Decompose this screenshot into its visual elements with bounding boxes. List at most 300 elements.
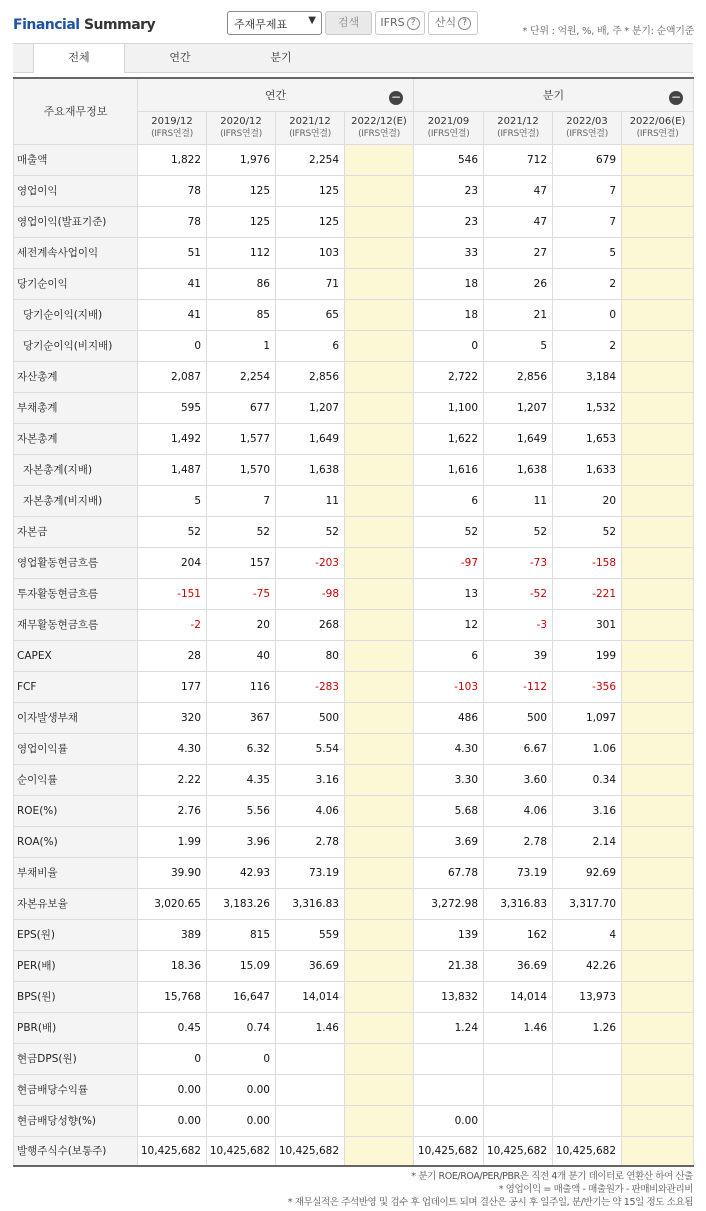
table-row <box>14 764 694 795</box>
table-cell: 10,425,682 <box>414 1136 484 1166</box>
table-cell: -52 <box>484 578 553 609</box>
table-row <box>14 919 694 950</box>
column-header <box>622 111 694 144</box>
table-row <box>14 454 694 485</box>
table-cell: 28 <box>138 640 207 671</box>
table-cell <box>622 268 694 299</box>
table-cell <box>622 857 694 888</box>
column-basis: (IFRS연결) <box>289 128 331 139</box>
table-cell: 112 <box>207 237 276 268</box>
table-cell: 78 <box>138 175 207 206</box>
table-cell: 2,722 <box>414 361 484 392</box>
period-tabs <box>13 43 693 73</box>
collapse-quarter-icon[interactable]: − <box>671 90 682 104</box>
table-cell: 0 <box>138 330 207 361</box>
table-cell: 268 <box>276 609 345 640</box>
annual-group-header <box>138 78 414 111</box>
table-cell <box>345 1105 414 1136</box>
table-cell: 125 <box>207 175 276 206</box>
table-cell: 1.24 <box>414 1012 484 1043</box>
table-cell: 52 <box>484 516 553 547</box>
table-row <box>14 1074 694 1105</box>
table-cell <box>622 1012 694 1043</box>
table-cell: 1,487 <box>138 454 207 485</box>
table-cell: 4.30 <box>414 733 484 764</box>
row-label: ROA(%) <box>14 826 138 857</box>
table-cell: 595 <box>138 392 207 423</box>
table-cell: 1,976 <box>207 144 276 175</box>
table-cell <box>622 237 694 268</box>
table-cell <box>345 547 414 578</box>
table-row <box>14 795 694 826</box>
column-basis: (IFRS연결) <box>566 128 608 139</box>
table-cell: 1,207 <box>484 392 553 423</box>
column-header <box>414 111 484 144</box>
table-cell: 15.09 <box>207 950 276 981</box>
table-cell <box>553 1043 622 1074</box>
column-period: 2020/12 <box>220 115 262 127</box>
table-row <box>14 1043 694 1074</box>
table-cell: -283 <box>276 671 345 702</box>
table-cell <box>622 485 694 516</box>
table-cell: 13 <box>414 578 484 609</box>
table-cell <box>622 795 694 826</box>
table-cell: 85 <box>207 299 276 330</box>
table-cell: 5.54 <box>276 733 345 764</box>
annual-group-label: 연간 <box>264 88 287 102</box>
table-cell: 13,832 <box>414 981 484 1012</box>
table-cell: 5.68 <box>414 795 484 826</box>
table-cell <box>622 888 694 919</box>
table-row <box>14 330 694 361</box>
table-cell: 11 <box>484 485 553 516</box>
column-period: 2021/12 <box>289 115 331 127</box>
table-cell: 10,425,682 <box>138 1136 207 1166</box>
table-cell: 1,822 <box>138 144 207 175</box>
table-cell: 51 <box>138 237 207 268</box>
table-cell: 204 <box>138 547 207 578</box>
table-cell: 36.69 <box>484 950 553 981</box>
table-cell: 139 <box>414 919 484 950</box>
table-cell: 3.69 <box>414 826 484 857</box>
table-cell: 1,616 <box>414 454 484 485</box>
column-header <box>276 111 345 144</box>
table-cell <box>622 764 694 795</box>
table-cell: 3.60 <box>484 764 553 795</box>
table-row <box>14 826 694 857</box>
tab-annual[interactable]: 연간 <box>169 51 191 64</box>
row-label: BPS(원) <box>14 981 138 1012</box>
table-cell: 1.99 <box>138 826 207 857</box>
table-cell <box>622 578 694 609</box>
table-cell: 4 <box>553 919 622 950</box>
table-cell: 1,633 <box>553 454 622 485</box>
table-cell: 52 <box>207 516 276 547</box>
tab-quarterly[interactable]: 분기 <box>270 51 292 64</box>
collapse-annual-icon[interactable]: − <box>390 90 402 104</box>
table-cell <box>622 144 694 175</box>
top-bar <box>0 0 706 44</box>
financial-summary-table <box>13 77 694 1167</box>
table-cell <box>622 1105 694 1136</box>
table-cell <box>345 764 414 795</box>
table-cell <box>345 857 414 888</box>
row-label: 자본총계(지배) <box>14 454 138 485</box>
quarter-group-label: 분기 <box>542 88 565 102</box>
column-basis: (IFRS연결) <box>497 128 539 139</box>
row-label: 자본유보율 <box>14 888 138 919</box>
table-cell <box>553 1105 622 1136</box>
table-cell: 18 <box>414 268 484 299</box>
table-cell: 11 <box>276 485 345 516</box>
table-cell: 677 <box>207 392 276 423</box>
table-cell: 2,087 <box>138 361 207 392</box>
table-cell: 23 <box>414 175 484 206</box>
table-cell: 1,638 <box>276 454 345 485</box>
table-cell: 73.19 <box>276 857 345 888</box>
table-cell: 1,649 <box>276 423 345 454</box>
table-cell: 0 <box>414 330 484 361</box>
table-cell: 65 <box>276 299 345 330</box>
row-label: 순이익률 <box>14 764 138 795</box>
table-cell: 52 <box>414 516 484 547</box>
row-label: FCF <box>14 671 138 702</box>
tab-all[interactable]: 전체 <box>33 44 125 73</box>
table-cell: 6 <box>414 485 484 516</box>
table-cell: 14,014 <box>484 981 553 1012</box>
table-cell: 10,425,682 <box>207 1136 276 1166</box>
row-label: PBR(배) <box>14 1012 138 1043</box>
table-cell: 2,856 <box>484 361 553 392</box>
table-cell: 3,183.26 <box>207 888 276 919</box>
table-cell: 3,184 <box>553 361 622 392</box>
column-basis: (IFRS연결) <box>358 128 400 139</box>
title-part2: Summary <box>79 17 156 33</box>
table-cell <box>622 547 694 578</box>
column-header <box>553 111 622 144</box>
table-cell: 1.06 <box>553 733 622 764</box>
table-row <box>14 702 694 733</box>
table-cell <box>484 1043 553 1074</box>
row-label: EPS(원) <box>14 919 138 950</box>
table-cell: 2,254 <box>276 144 345 175</box>
table-cell: 2.14 <box>553 826 622 857</box>
table-cell <box>345 702 414 733</box>
table-cell: 320 <box>138 702 207 733</box>
row-label: 세전계속사업이익 <box>14 237 138 268</box>
table-cell <box>414 1043 484 1074</box>
table-row <box>14 206 694 237</box>
table-cell: 0.00 <box>138 1074 207 1105</box>
table-cell <box>345 1136 414 1166</box>
table-cell: 18 <box>414 299 484 330</box>
table-cell: -97 <box>414 547 484 578</box>
table-cell: 0 <box>138 1043 207 1074</box>
table-cell: 0 <box>553 299 622 330</box>
row-label: 자본총계(비지배) <box>14 485 138 516</box>
table-row <box>14 578 694 609</box>
table-cell: 3.30 <box>414 764 484 795</box>
table-cell <box>345 175 414 206</box>
row-label: 현금DPS(원) <box>14 1043 138 1074</box>
column-period: 2021/09 <box>427 115 470 127</box>
table-cell: -98 <box>276 578 345 609</box>
column-basis: (IFRS연결) <box>220 128 262 139</box>
table-cell: -73 <box>484 547 553 578</box>
table-row <box>14 640 694 671</box>
column-header <box>138 111 207 144</box>
table-cell: 21 <box>484 299 553 330</box>
statement-select-value: 주재무제표 <box>234 18 288 31</box>
table-cell <box>484 1074 553 1105</box>
table-cell: 52 <box>553 516 622 547</box>
table-cell <box>622 671 694 702</box>
column-period: 2021/12 <box>497 115 539 127</box>
table-cell: -3 <box>484 609 553 640</box>
title-part1: Financial <box>13 17 80 33</box>
table-cell: 0.74 <box>207 1012 276 1043</box>
table-cell: 1,207 <box>276 392 345 423</box>
table-cell: 1,653 <box>553 423 622 454</box>
row-label: 발행주식수(보통주) <box>14 1136 138 1166</box>
column-header <box>207 111 276 144</box>
table-cell: -203 <box>276 547 345 578</box>
table-cell: -151 <box>138 578 207 609</box>
table-cell: 2.22 <box>138 764 207 795</box>
quarter-group-header <box>414 78 694 111</box>
table-row <box>14 423 694 454</box>
column-period: 2019/12 <box>151 115 193 127</box>
table-cell: -112 <box>484 671 553 702</box>
row-label: 영업이익 <box>14 175 138 206</box>
table-cell <box>622 299 694 330</box>
table-cell: 500 <box>276 702 345 733</box>
formula-label: 산식 <box>434 16 457 29</box>
table-cell: 0.45 <box>138 1012 207 1043</box>
page-title <box>13 17 155 33</box>
table-cell: 20 <box>207 609 276 640</box>
table-cell <box>414 1074 484 1105</box>
table-cell: 10,425,682 <box>484 1136 553 1166</box>
table-cell: 3,316.83 <box>484 888 553 919</box>
table-cell <box>622 423 694 454</box>
statement-select[interactable] <box>227 11 322 35</box>
table-cell <box>345 1012 414 1043</box>
table-cell <box>345 237 414 268</box>
table-cell: 712 <box>484 144 553 175</box>
table-cell: 157 <box>207 547 276 578</box>
table-cell <box>622 1136 694 1166</box>
table-cell: 116 <box>207 671 276 702</box>
table-cell: 39 <box>484 640 553 671</box>
table-cell <box>345 733 414 764</box>
table-cell: -103 <box>414 671 484 702</box>
table-row <box>14 485 694 516</box>
row-label: 영업이익(발표기준) <box>14 206 138 237</box>
table-cell: 2,856 <box>276 361 345 392</box>
table-cell: 10,425,682 <box>276 1136 345 1166</box>
table-cell: 5.56 <box>207 795 276 826</box>
table-cell: 3.16 <box>276 764 345 795</box>
row-label: 부채총계 <box>14 392 138 423</box>
table-cell <box>622 640 694 671</box>
table-cell: 2 <box>553 268 622 299</box>
row-label: 이자발생부채 <box>14 702 138 733</box>
table-cell: 1.46 <box>484 1012 553 1043</box>
table-row <box>14 392 694 423</box>
table-cell: 42.26 <box>553 950 622 981</box>
table-cell: 486 <box>414 702 484 733</box>
table-cell: 23 <box>414 206 484 237</box>
table-cell <box>345 981 414 1012</box>
table-cell <box>345 826 414 857</box>
table-cell <box>345 361 414 392</box>
table-cell: 0.00 <box>207 1105 276 1136</box>
table-cell: 4.35 <box>207 764 276 795</box>
ifrs-help-button[interactable] <box>375 11 425 35</box>
table-cell: 39.90 <box>138 857 207 888</box>
table-cell: -158 <box>553 547 622 578</box>
unit-note: * 단위 : 억원, %, 배, 주 * 분기: 순액기준 <box>522 26 694 37</box>
table-cell: 103 <box>276 237 345 268</box>
table-cell: 3.96 <box>207 826 276 857</box>
table-row <box>14 175 694 206</box>
table-cell: 6.67 <box>484 733 553 764</box>
footnote-line: * 분기 ROE/ROA/PER/PBR은 직전 4개 분기 데이터로 연환산 하여 산출 <box>411 1171 693 1182</box>
table-cell <box>345 609 414 640</box>
table-cell: 125 <box>207 206 276 237</box>
table-cell: 0.34 <box>553 764 622 795</box>
table-cell: 0.00 <box>207 1074 276 1105</box>
table-cell: 3.16 <box>553 795 622 826</box>
table-cell <box>622 950 694 981</box>
table-cell: 20 <box>553 485 622 516</box>
row-label: 매출액 <box>14 144 138 175</box>
table-cell: 6 <box>276 330 345 361</box>
table-cell: 177 <box>138 671 207 702</box>
table-cell: 47 <box>484 206 553 237</box>
table-row <box>14 299 694 330</box>
table-cell: 36.69 <box>276 950 345 981</box>
row-label: 자본총계 <box>14 423 138 454</box>
table-cell: -221 <box>553 578 622 609</box>
table-cell: 3,272.98 <box>414 888 484 919</box>
table-cell: 7 <box>207 485 276 516</box>
table-cell <box>345 485 414 516</box>
table-cell <box>345 888 414 919</box>
footnote-line: * 영업이익 = 매출액 - 매출원가 - 판매비와관리비 <box>498 1184 693 1195</box>
table-cell <box>345 299 414 330</box>
table-cell: 3,020.65 <box>138 888 207 919</box>
table-cell <box>276 1074 345 1105</box>
table-cell: -75 <box>207 578 276 609</box>
table-cell <box>345 268 414 299</box>
table-cell <box>345 1074 414 1105</box>
table-cell <box>622 175 694 206</box>
table-cell: 67.78 <box>414 857 484 888</box>
table-cell: 559 <box>276 919 345 950</box>
table-cell <box>622 1074 694 1105</box>
table-cell: 162 <box>484 919 553 950</box>
table-cell: 86 <box>207 268 276 299</box>
column-period: 2022/12(E) <box>351 115 407 127</box>
table-cell: 71 <box>276 268 345 299</box>
table-cell: 0.00 <box>138 1105 207 1136</box>
column-period: 2022/03 <box>566 115 608 127</box>
search-button[interactable]: 검색 <box>325 11 372 35</box>
table-cell <box>622 330 694 361</box>
table-cell: 80 <box>276 640 345 671</box>
table-cell: 40 <box>207 640 276 671</box>
table-cell: 2.76 <box>138 795 207 826</box>
row-label: ROE(%) <box>14 795 138 826</box>
table-body <box>14 144 694 1166</box>
table-cell: 199 <box>553 640 622 671</box>
table-cell: 1,492 <box>138 423 207 454</box>
table-cell <box>345 423 414 454</box>
table-cell <box>345 454 414 485</box>
table-cell: 26 <box>484 268 553 299</box>
table-cell: 1.46 <box>276 1012 345 1043</box>
row-label: 당기순이익(지배) <box>14 299 138 330</box>
table-cell <box>345 950 414 981</box>
table-cell: 52 <box>138 516 207 547</box>
row-label: 당기순이익(비지배) <box>14 330 138 361</box>
table-cell <box>345 516 414 547</box>
table-cell <box>622 826 694 857</box>
table-row <box>14 981 694 1012</box>
table-cell: 1,622 <box>414 423 484 454</box>
table-cell: 1,532 <box>553 392 622 423</box>
table-cell: 4.30 <box>138 733 207 764</box>
table-cell: 47 <box>484 175 553 206</box>
table-cell: 2.78 <box>276 826 345 857</box>
table-cell <box>622 392 694 423</box>
table-cell <box>622 516 694 547</box>
table-cell: -356 <box>553 671 622 702</box>
table-cell <box>622 981 694 1012</box>
table-cell: 389 <box>138 919 207 950</box>
row-label: CAPEX <box>14 640 138 671</box>
table-cell: 3,316.83 <box>276 888 345 919</box>
row-label: 자산총계 <box>14 361 138 392</box>
table-cell: 301 <box>553 609 622 640</box>
column-basis: (IFRS연결) <box>427 128 470 139</box>
table-cell: 0.00 <box>414 1105 484 1136</box>
table-cell <box>345 1043 414 1074</box>
formula-help-button[interactable] <box>428 11 478 35</box>
table-cell: 21.38 <box>414 950 484 981</box>
table-cell: 3,317.70 <box>553 888 622 919</box>
table-cell <box>276 1105 345 1136</box>
corner-header: 주요재무정보 <box>14 78 138 144</box>
table-cell <box>345 330 414 361</box>
table-cell: 78 <box>138 206 207 237</box>
table-row <box>14 1012 694 1043</box>
table-row <box>14 268 694 299</box>
table-cell: 1,097 <box>553 702 622 733</box>
table-row <box>14 733 694 764</box>
table-cell: 27 <box>484 237 553 268</box>
column-basis: (IFRS연결) <box>151 128 193 139</box>
row-label: 영업활동현금흐름 <box>14 547 138 578</box>
row-label: 자본금 <box>14 516 138 547</box>
table-cell: 546 <box>414 144 484 175</box>
table-cell: 10,425,682 <box>553 1136 622 1166</box>
column-period: 2022/06(E) <box>629 115 686 127</box>
table-cell <box>622 361 694 392</box>
row-label: 당기순이익 <box>14 268 138 299</box>
